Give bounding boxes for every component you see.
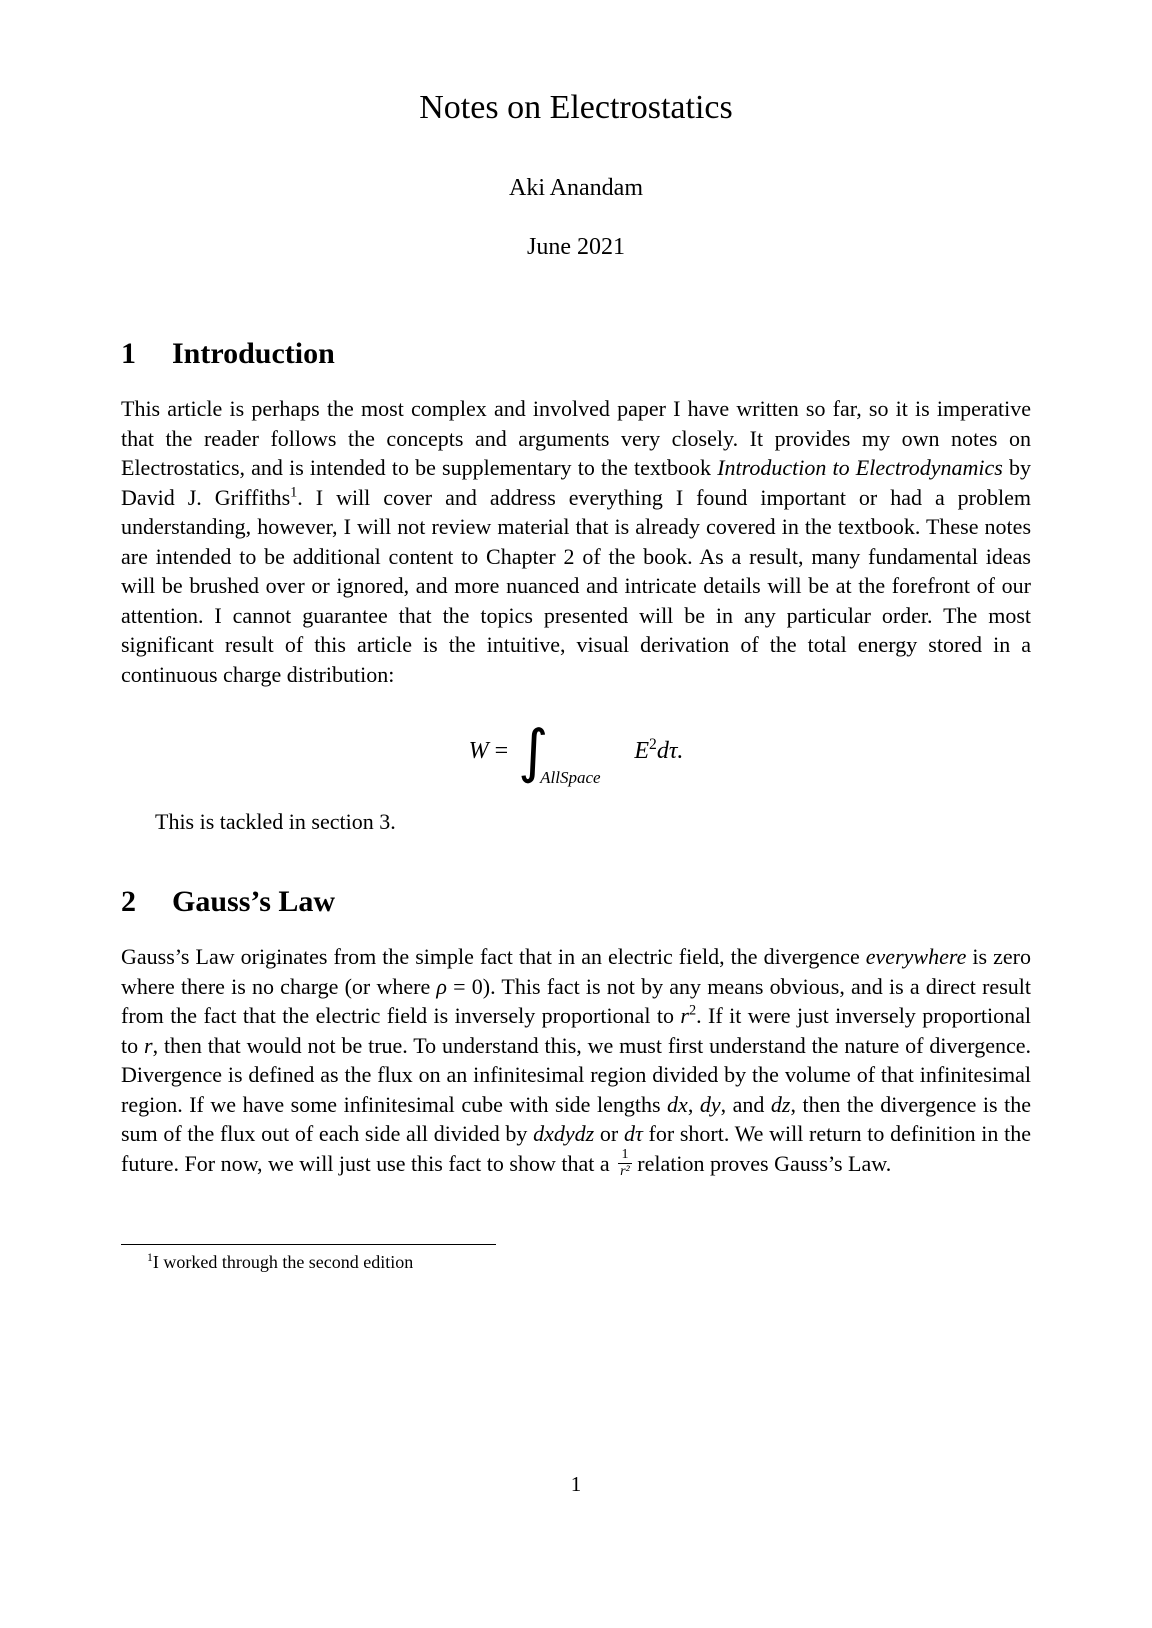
equation-integral (518, 717, 634, 788)
paragraph-tackled: This is tackled in section 3. (155, 809, 396, 835)
document-date: June 2021 (527, 233, 625, 260)
integral-icon: ∫ (518, 717, 549, 786)
section-heading-introduction (121, 335, 1031, 373)
paragraph-intro: This article is perhaps the most complex and involved paper I have written so far, so it is imperative that the reader follows the concepts and arguments very closely. It provides my own notes on Electrostatics, and is intended to be supplementary to the textbook Introduction to Electrodynamics by David J. Griffiths$^1$. I will cover and address everything I found important or had a problem understanding, however, I will not review material that is already covered in the textbook. These notes are intended to be additional content to Chapter 2 of the book. As a result, many fundamental ideas will be brushed over or ignored, and more nuanced and intricate details will be at the forefront of our attention. I cannot guarantee that the topics presented will be in any particular order. The most significant result of this article is the intuitive, visual derivation of the total energy stored in a continuous charge distribution: (121, 396, 1031, 687)
equation-equals: = (488, 737, 509, 764)
equation-exponent: 2 (649, 735, 657, 753)
equation-integrand: E (634, 737, 650, 764)
footnote-area (121, 1244, 1031, 1273)
document-content (121, 0, 1031, 1273)
section-number: 1 (121, 336, 136, 370)
section-number: 2 (121, 884, 136, 918)
equation-lhs (469, 738, 509, 765)
footnote-marker: 1 (147, 1251, 153, 1265)
section-heading-gauss-law (121, 883, 1031, 921)
footnote-text: I worked through the second edition (152, 1252, 414, 1273)
equation-rhs (634, 735, 684, 765)
inline-fraction: $\frac{1}{\text{r²}}$ (620, 1147, 630, 1180)
equation-variable: W (468, 737, 489, 764)
equation-differential: dτ. (656, 737, 684, 764)
integral-subscript: AllSpace (540, 768, 601, 788)
footnote-rule (121, 1244, 496, 1245)
document-author: Aki Anandam (509, 174, 643, 201)
equation-energy (121, 709, 1031, 793)
section-title: Gauss’s Law (172, 884, 336, 918)
section-title: Introduction (172, 336, 335, 370)
footnote (121, 1252, 1031, 1273)
paragraph-gauss: Gauss’s Law originates from the simple fact that in an electric field, the divergence everywhere is zero where there is no charge (or where ρ = 0). This fact is not by any means obvious, and is a direct result from the fact that the electric field is inversely proportional to $r^2$. If it were just inversely proportional to r, then that would not be true. To understand this, we must first understand the nature of divergence. Divergence is defined as the flux on an infinitesimal region divided by the volume of that infinitesimal region. If we have some infinitesimal cube with side lengths dx, dy, and dz, then the divergence is the sum of the flux out of each side all divided by dxdydz or dτ for short. We will return to definition in the future. For now, we will just use this fact to show that a $\frac{1}{\text{r²}}$ relation proves Gauss’s Law. (121, 944, 1032, 1180)
document-title: Notes on Electrostatics (419, 89, 733, 126)
page-number: 1 (570, 1472, 582, 1496)
